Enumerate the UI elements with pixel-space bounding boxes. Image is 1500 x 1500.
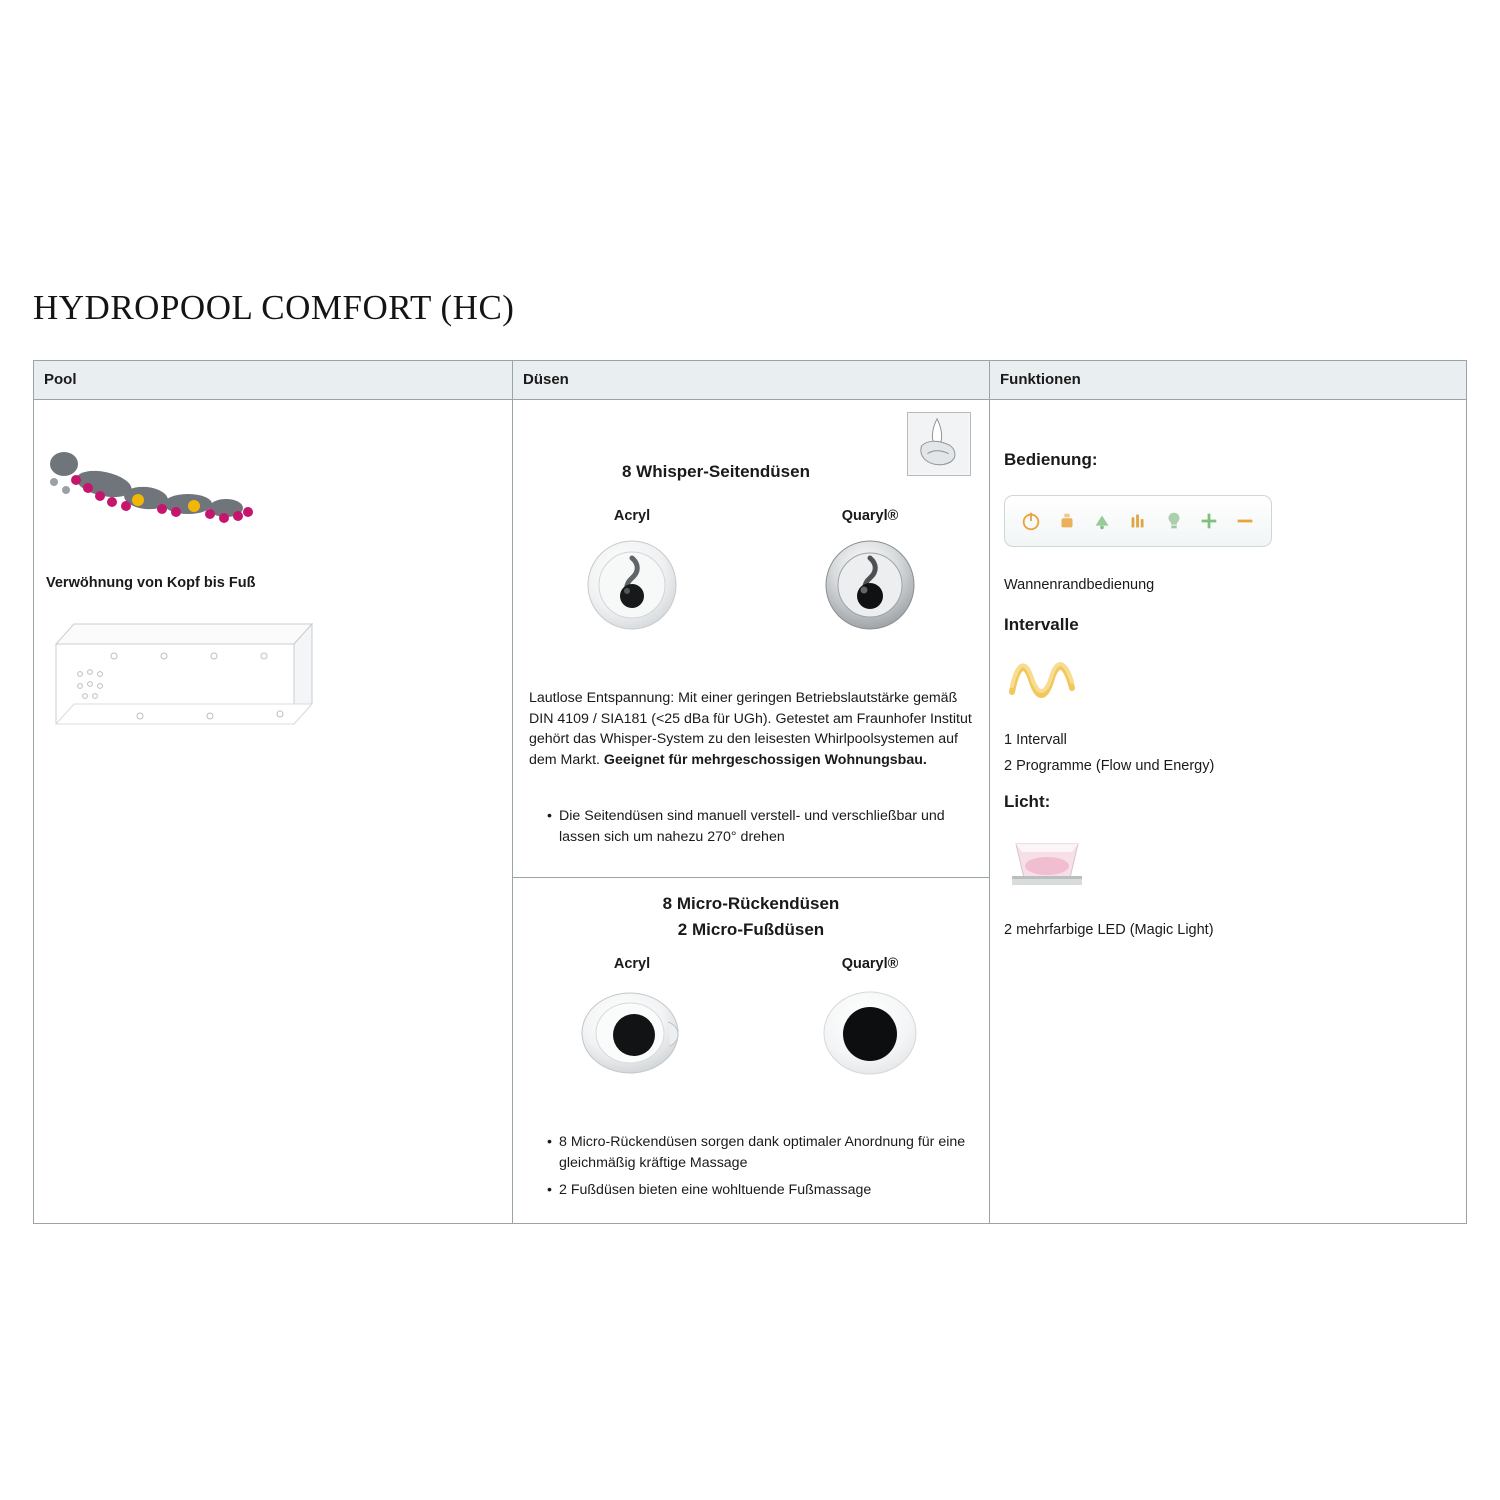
whisper-acryl-nozzle-image [542, 530, 722, 645]
section-whisper-seitenduesen [513, 400, 989, 878]
column-header-duesen: Düsen [512, 361, 990, 399]
plus-icon[interactable] [1198, 510, 1220, 532]
whisper-quaryl-group [780, 508, 960, 645]
list-item: • 8 Micro-Rückendüsen sorgen dank optimaler Anordnung für eine gleichmäßig kräftige Massage [547, 1132, 975, 1173]
whisper-acryl-group [542, 508, 722, 645]
minus-icon[interactable] [1234, 510, 1256, 532]
massage-icon[interactable] [1127, 510, 1149, 532]
list-item: • 2 Fußdüsen bieten eine wohltuende Fußmassage [547, 1180, 975, 1201]
whisper-paragraph [529, 688, 975, 770]
section-micro-duesen [513, 878, 989, 1223]
whisper-quaryl-nozzle-image [780, 530, 960, 645]
micro-bullet-list [531, 1132, 975, 1208]
licht-heading: Licht: [1004, 792, 1051, 811]
whisper-bullet-list [531, 806, 975, 854]
light-icon[interactable] [1163, 510, 1185, 532]
micro-acryl-label: Acryl [613, 956, 651, 972]
intervalle-heading: Intervalle [1004, 615, 1079, 634]
cell-pool [34, 400, 512, 1223]
intervalle-line-2: 2 Programme (Flow und Energy) [1004, 758, 1215, 774]
magic-light-photo [1006, 830, 1088, 892]
intervalle-line-1: 1 Intervall [1004, 732, 1067, 748]
whisper-quaryl-label: Quaryl® [841, 508, 899, 524]
bedienung-caption: Wannenrandbedienung [1004, 577, 1155, 593]
air-icon[interactable] [1091, 510, 1113, 532]
power-icon[interactable] [1020, 510, 1042, 532]
micro-quaryl-label: Quaryl® [841, 956, 899, 972]
jet-icon[interactable] [1056, 510, 1078, 532]
wannenrand-control-panel[interactable] [1004, 495, 1272, 547]
micro-heading-line2: 2 Micro-Fußdüsen [677, 920, 825, 939]
cell-funktionen [990, 400, 1466, 1223]
body-massage-points-graphic [42, 450, 262, 540]
table-body-row [34, 400, 1466, 1223]
page-title: HYDROPOOL COMFORT (HC) [33, 288, 515, 327]
spec-table [33, 360, 1467, 1224]
micro-heading-line1: 8 Micro-Rückendüsen [662, 894, 840, 913]
interval-wave-icon [1006, 652, 1076, 704]
licht-caption: 2 mehrfarbige LED (Magic Light) [1004, 922, 1214, 938]
micro-acryl-group [542, 956, 722, 1093]
column-header-funktionen: Funktionen [1000, 371, 1081, 388]
whisper-paragraph-text: Lautlose Entspannung: Mit einer geringen Betriebslautstärke gemäß DIN 4109 / SIA181 (<25 dBa für UGh). Getestet am Fraunhofer Institut gehört das Whisper-System zu den leisesten Whirlpoolsystemen auf dem Markt. [529, 690, 972, 768]
micro-quaryl-group [780, 956, 960, 1093]
pool-caption: Verwöhnung von Kopf bis Fuß [46, 575, 256, 591]
whisper-paragraph-bold: Geeignet für mehrgeschossigen Wohnungsbau. [603, 751, 927, 768]
micro-acryl-nozzle-image [542, 978, 722, 1093]
micro-quaryl-nozzle-image [780, 978, 960, 1093]
whisper-heading: 8 Whisper-Seitendüsen [622, 462, 810, 481]
list-item: • Die Seitendüsen sind manuell verstell- und verschließbar und lassen sich um nahezu 270° drehen [547, 806, 975, 847]
table-header-row [34, 361, 1466, 400]
column-header-pool: Pool [44, 371, 77, 388]
cell-duesen [512, 400, 990, 1223]
bathtub-jet-layout-graphic [44, 612, 324, 757]
whisper-acryl-label: Acryl [613, 508, 651, 524]
bedienung-heading: Bedienung: [1004, 450, 1098, 469]
